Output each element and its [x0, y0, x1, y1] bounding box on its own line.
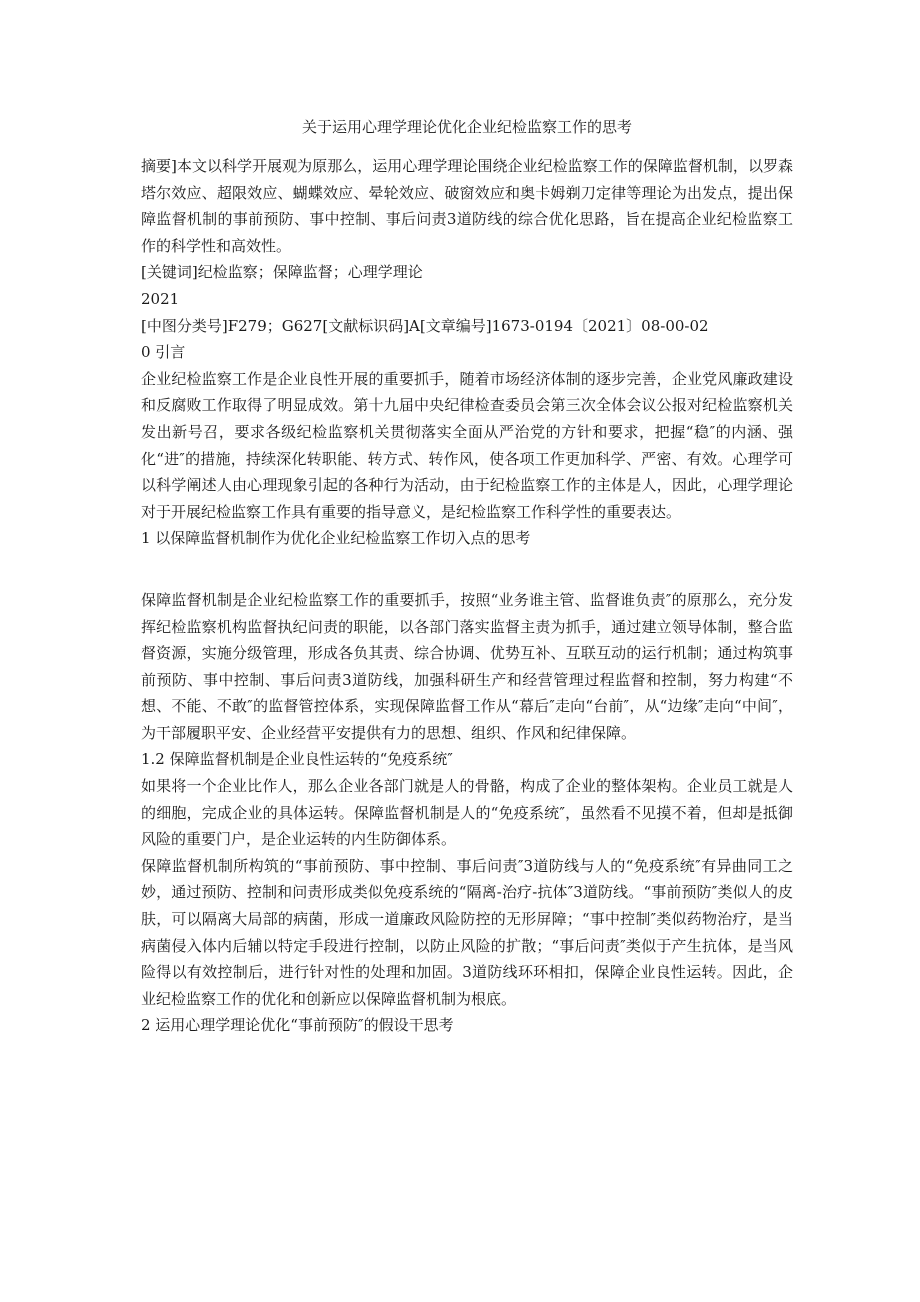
document-page — [141, 112, 793, 1039]
section-2-heading: 2 运用心理学理论优化“事前预防″的假设干思考 — [141, 1016, 454, 1035]
section-1-paragraph: 保障监督机制是企业纪检监察工作的重要抓手，按照“业务谁主管、监督谁负责″的原那么，充分发挥纪检监察机构监督执纪问责的职能，以各部门落实监督主责为抓手，通过建立领导体制，整合监督资源，实施分级管理，形成各负其责、综合协调、优势互补、互联互动的运行机制；通过构筑事前预防、事中控制、事后问责3道防线，加强科研生产和经营管理过程监督和控制，努力构建“不想、不能、不敢″的监督管控体系，实现保障监督工作从“幕后″走向“台前″，从“边缘″走向“中间″，为干部履职平安、企业经营平安提供有力的思想、组织、作风和纪律保障。 — [141, 590, 793, 742]
keywords-line: [关键词]纪检监察；保障监督；心理学理论 — [141, 263, 423, 282]
document-title: 关于运用心理学理论优化企业纪检监察工作的思考 — [301, 118, 632, 136]
abstract-paragraph: 摘要]本文以科学开展观为原那么，运用心理学理论围绕企业纪检监察工作的保障监督机制，以罗森塔尔效应、超限效应、蝴蝶效应、晕轮效应、破窗效应和奥卡姆剃刀定律等理论为出发点，提出保障监督机制的事前预防、事中控制、事后问责3道防线的综合优化思路，旨在提高企业纪检监察工作的科学性和高效性。 — [141, 157, 793, 255]
section-1-2-paragraph-1: 如果将一个企业比作人，那么企业各部门就是人的骨骼，构成了企业的整体架构。企业员工就是人的细胞，完成企业的具体运转。保障监督机制是人的“免疫系统″，虽然看不见摸不着，但却是抵御风险的重要门户，是企业运转的内生防御体系。 — [141, 777, 793, 849]
section-1-2-paragraph-2: 保障监督机制所构筑的“事前预防、事中控制、事后问责″3道防线与人的“免疫系统″有异曲同工之妙，通过预防、控制和问责形成类似免疫系统的“隔离-治疗-抗体″3道防线。“事前预防″类似人的皮肤，可以隔离大局部的病菌，形成一道廉政风险防控的无形屏障；“事中控制″类似药物治疗，是当病菌侵入体内后辅以特定手段进行控制，以防止风险的扩散；“事后问责″类似于产生抗体，是当风险得以有效控制后，进行针对性的处理和加固。3道防线环环相扣，保障企业良性运转。因此，企业纪检监察工作的优化和创新应以保障监督机制为根底。 — [141, 856, 793, 1008]
year-line: 2021 — [141, 289, 180, 308]
classification-line: [中图分类号]F279；G627[文献标识码]A[文章编号]1673-0194〔2021〕08-00-02 — [141, 316, 709, 335]
section-0-heading: 0 引言 — [141, 343, 186, 362]
section-0-paragraph: 企业纪检监察工作是企业良性开展的重要抓手，随着市场经济体制的逐步完善，企业党风廉政建设和反腐败工作取得了明显成效。第十九届中央纪律检查委员会第三次全体会议公报对纪检监察机关发出新号召，要求各级纪检监察机关贯彻落实全面从严治党的方针和要求，把握“稳″的内涵、强化“进″的措施，持续深化转职能、转方式、转作风，使各项工作更加科学、严密、有效。心理学可以科学阐述人由心理现象引起的各种行为活动，由于纪检监察工作的主体是人，因此，心理学理论对于开展纪检监察工作具有重要的指导意义，是纪检监察工作科学性的重要表达。 — [141, 369, 793, 521]
blank-line — [141, 552, 793, 587]
section-1-2-heading: 1.2 保障监督机制是企业良性运转的“免疫系统″ — [141, 750, 453, 769]
section-1-heading: 1 以保障监督机制作为优化企业纪检监察工作切入点的思考 — [141, 529, 531, 548]
